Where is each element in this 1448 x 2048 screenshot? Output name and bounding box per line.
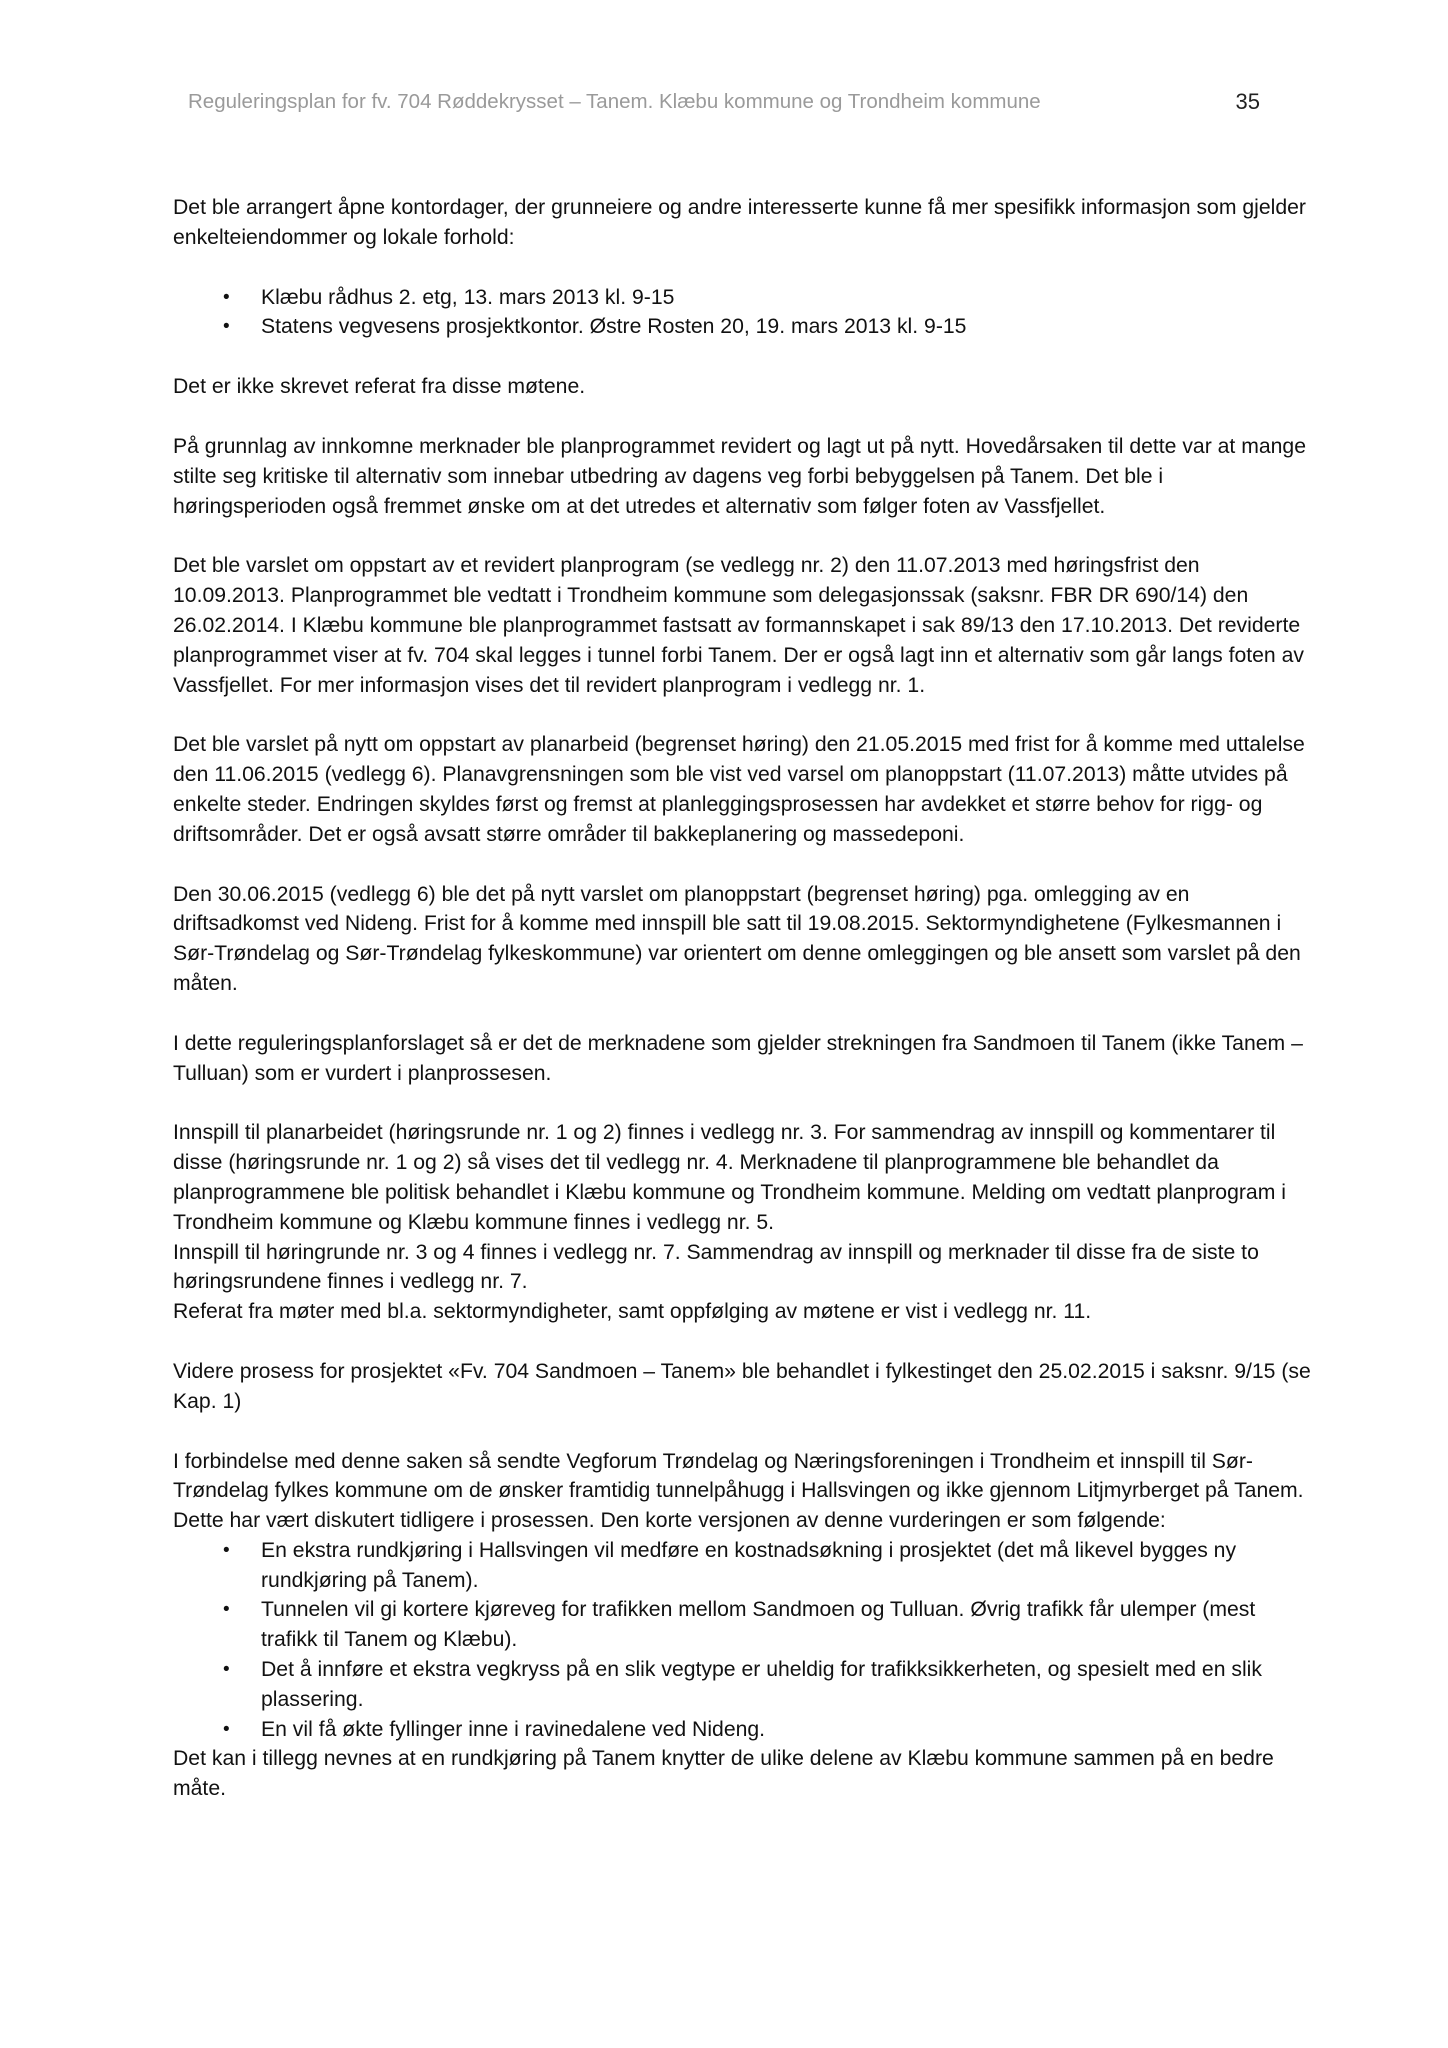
paragraph-notice-planning-work: Det ble varslet på nytt om oppstart av planarbeid (begrenset høring) den 21.05.2015 med frist for å komme med uttalelse den 11.06.2015 (vedlegg 6). Planavgrensningen som ble vist ved varsel om planoppstart (11.07.2013) måtte utvides på enkelte steder. Endringen skyldes først og fremst at planleggingsprosessen har avdekket et større behov for rigg- og driftsområder. Det er også avsatt større områder til bakkeplanering og massedeponi. xyxy=(173,733,1305,846)
bullet-icon: • xyxy=(223,1659,230,1681)
paragraph-no-minutes: Det er ikke skrevet referat fra disse møtene. xyxy=(173,375,586,399)
list-item xyxy=(173,1595,1313,1655)
list-item-text: Klæbu rådhus 2. etg, 13. mars 2013 kl. 9-15 xyxy=(261,285,675,309)
paragraph-hallsvingen: I forbindelse med denne saken så sendte Vegforum Trøndelag og Næringsforeningen i Trondheim et innspill til Sør-Trøndelag fylkes kommune om de ønsker framtidig tunnelpåhugg i Hallsvingen og ikke gjennom Litjmyrberget på Tanem. Dette har vært diskutert tidligere i prosessen. Den korte versjonen av denne vurderingen er som følgende: xyxy=(173,1449,1304,1533)
list-item xyxy=(173,1655,1313,1715)
list-item xyxy=(173,283,1313,313)
paragraph-further-process: Videre prosess for prosjektet «Fv. 704 Sandmoen – Tanem» ble behandlet i fylkestinget den 25.02.2015 i saksnr. 9/15 (se Kap. 1) xyxy=(173,1359,1311,1413)
assessment-list xyxy=(173,1536,1313,1745)
paragraph-hearing-rounds: Innspill til høringrunde nr. 3 og 4 finnes i vedlegg nr. 7. Sammendrag av innspill og merknader til disse fra de siste to høringsrundene finnes i vedlegg nr. 7. xyxy=(173,1240,1259,1294)
document-body xyxy=(173,193,1313,1804)
paragraph-notice-revised-program: Det ble varslet om oppstart av et revidert planprogram (se vedlegg nr. 2) den 11.07.2013 med høringsfrist den 10.09.2013. Planprogrammet ble vedtatt i Trondheim kommune som delegasjonssak (saksnr. FBR DR 690/14) den 26.02.2014. I Klæbu kommune ble planprogrammet fastsatt av formannskapet i sak 89/13 den 17.10.2013. Det reviderte planprogrammet viser at fv. 704 skal legges i tunnel forbi Tanem. Der er også lagt inn et alternativ som går langs foten av Vassfjellet. For mer informasjon vises det til revidert planprogram i vedlegg nr. 1. xyxy=(173,554,1304,697)
paragraph-meeting-minutes: Referat fra møter med bl.a. sektormyndigheter, samt oppfølging av møtene er vist i vedlegg nr. 11. xyxy=(173,1300,1092,1324)
list-item-text: En ekstra rundkjøring i Hallsvingen vil medføre en kostnadsøkning i prosjektet (det må likevel bygges ny rundkjøring på Tanem). xyxy=(261,1538,1237,1592)
header-title: Reguleringsplan for fv. 704 Røddekrysset – Tanem. Klæbu kommune og Trondheim kommune xyxy=(188,90,1041,113)
list-item-text: Det å innføre et ekstra vegkryss på en slik vegtype er uheldig for trafikksikkerheten, og spesielt med en slik plassering. xyxy=(261,1658,1262,1711)
list-item xyxy=(173,1536,1313,1596)
paragraph-open-office-days: Det ble arrangert åpne kontordager, der grunneiere og andre interesserte kunne få mer spesifikk informasjon som gjelder enkelteiendommer og lokale forhold: xyxy=(173,196,1306,249)
bullet-icon: • xyxy=(223,1718,230,1740)
list-item-text: Statens vegvesens prosjektkontor. Østre Rosten 20, 19. mars 2013 kl. 9-15 xyxy=(261,315,967,339)
list-item xyxy=(173,312,1313,342)
paragraph-conclusion: Det kan i tillegg nevnes at en rundkjøring på Tanem knytter de ulike delene av Klæbu kommune sammen på en bedre måte. xyxy=(173,1747,1274,1801)
paragraph-revised-program: På grunnlag av innkomne merknader ble planprogrammet revidert og lagt ut på nytt. Hovedårsaken til dette var at mange stilte seg kritiske til alternativ som innebar utbedring av dagens veg forbi bebyggelsen på Tanem. Det ble i høringsperioden også fremmet ønske om at det utredes et alternativ som følger foten av Vassfjellet. xyxy=(173,434,1306,518)
list-item xyxy=(173,1715,1313,1745)
list-item-text: En vil få økte fyllinger inne i ravinedalene ved Nideng. xyxy=(261,1717,766,1741)
paragraph-input-attachments: Innspill til planarbeidet (høringsrunde nr. 1 og 2) finnes i vedlegg nr. 3. For sammendrag av innspill og kommentarer til disse (høringsrunde nr. 1 og 2) så vises det til vedlegg nr. 4. Merknadene til planprogrammene ble behandlet da planprogrammene ble politisk behandlet i Klæbu kommune og Trondheim kommune. Melding om vedtatt planprogram i Trondheim kommune og Klæbu kommune finnes i vedlegg nr. 5. xyxy=(173,1121,1286,1234)
paragraph-notice-nideng: Den 30.06.2015 (vedlegg 6) ble det på nytt varslet om planoppstart (begrenset høring) pga. omlegging av en driftsadkomst ved Nideng. Frist for å komme med innspill ble satt til 19.08.2015. Sektormyndighetene (Fylkesmannen i Sør-Trøndelag og Sør-Trøndelag fylkeskommune) var orientert om denne omleggingen og ble ansett som varslet på den måten. xyxy=(173,882,1301,995)
bullet-icon: • xyxy=(223,286,230,308)
page-number: 35 xyxy=(1235,89,1260,114)
bullet-icon: • xyxy=(223,1599,230,1621)
page-header xyxy=(188,86,1260,118)
office-days-list xyxy=(173,283,1313,343)
bullet-icon: • xyxy=(223,316,230,338)
bullet-icon: • xyxy=(223,1539,230,1561)
paragraph-scope: I dette reguleringsplanforslaget så er det de merknadene som gjelder strekningen fra Sandmoen til Tanem (ikke Tanem – Tulluan) som er vurdert i planprossesen. xyxy=(173,1031,1303,1085)
list-item-text: Tunnelen vil gi kortere kjøreveg for trafikken mellom Sandmoen og Tulluan. Øvrig trafikk får ulemper (mest trafikk til Tanem og Klæbu). xyxy=(261,1598,1256,1652)
